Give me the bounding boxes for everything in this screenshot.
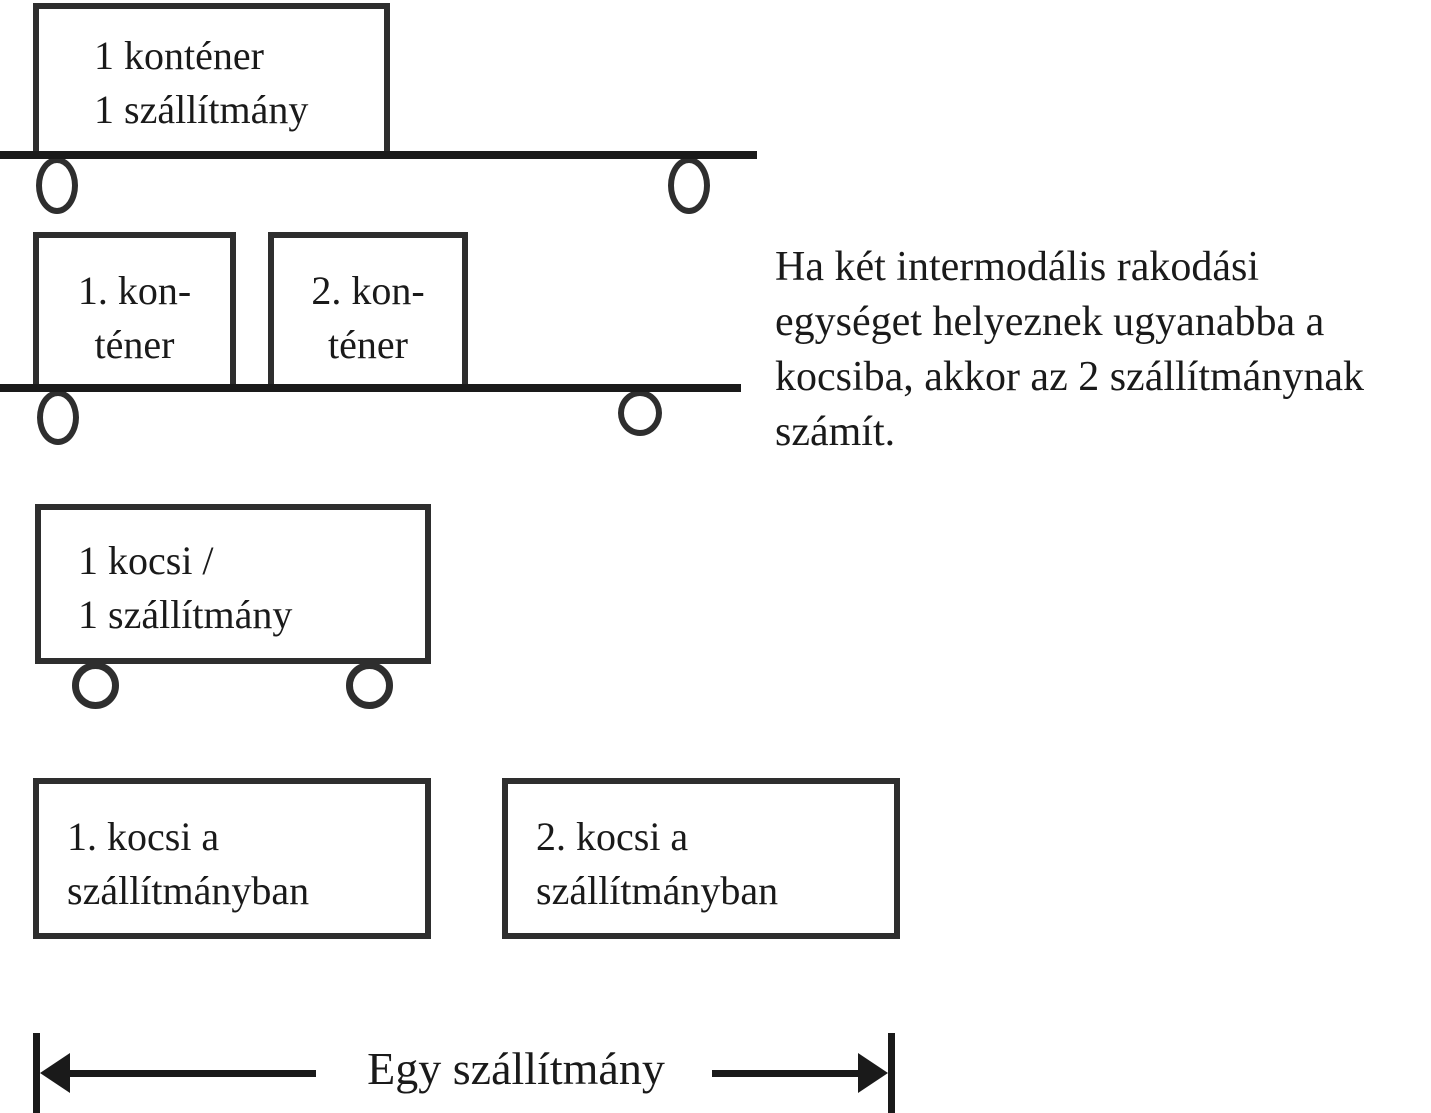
consignment-wagon2-line1: 2. kocsi a — [536, 814, 689, 859]
consignment-wagon2-line2: szállítmányban — [536, 868, 779, 913]
wagon1-platform-line — [0, 151, 757, 159]
wagon2-container1-box — [33, 232, 236, 391]
arrow-left-icon — [40, 1053, 70, 1093]
wagon2-left-wheel-icon — [37, 390, 79, 445]
note-line-3: kocsiba, akkor az 2 szállítmánynak — [775, 354, 1364, 400]
consignment-wagon2-box — [502, 778, 900, 939]
wagon2-platform-line — [0, 384, 741, 392]
note-line-2: egységet helyeznek ugyanabba a — [775, 299, 1325, 345]
note-text — [775, 240, 1431, 460]
wagon3-left-wheel-icon — [72, 662, 119, 709]
wagon2-container1-line2: téner — [94, 322, 175, 367]
wagon1-container-box — [33, 3, 390, 158]
wagon3-box — [35, 504, 431, 664]
wagon1-right-wheel-icon — [668, 157, 710, 214]
consignment-wagon1-line1: 1. kocsi a — [67, 814, 220, 859]
wagon1-left-wheel-icon — [36, 157, 78, 214]
wagon3-right-wheel-icon — [346, 662, 393, 709]
note-line-1: Ha két intermodális rakodási — [775, 244, 1260, 290]
wagon3-label-line1: 1 kocsi / — [78, 538, 214, 583]
wagon1-label-line2: 1 szállítmány — [94, 87, 309, 132]
wagon2-right-wheel-icon — [618, 390, 662, 436]
consignment-wagon1-line2: szállítmányban — [67, 868, 310, 913]
wagon2-container2-box — [268, 232, 468, 391]
arrow-right-icon — [858, 1053, 888, 1093]
measure-label: Egy szállítmány — [367, 1043, 665, 1094]
measure-left-shaft — [68, 1070, 316, 1077]
wagon1-label-line1: 1 konténer — [94, 33, 264, 78]
wagon2-container2-line1: 2. kon- — [311, 268, 425, 313]
wagon2-container1-line1: 1. kon- — [77, 268, 192, 313]
measure-right-shaft — [712, 1070, 860, 1077]
note-line-4: számít. — [775, 409, 896, 455]
measure-right-endbar — [888, 1033, 895, 1113]
wagon2-container2-line2: téner — [328, 322, 408, 367]
wagon3-label-line2: 1 szállítmány — [78, 592, 293, 637]
consignment-wagon1-box — [33, 778, 431, 939]
measure-left-endbar — [33, 1033, 40, 1113]
